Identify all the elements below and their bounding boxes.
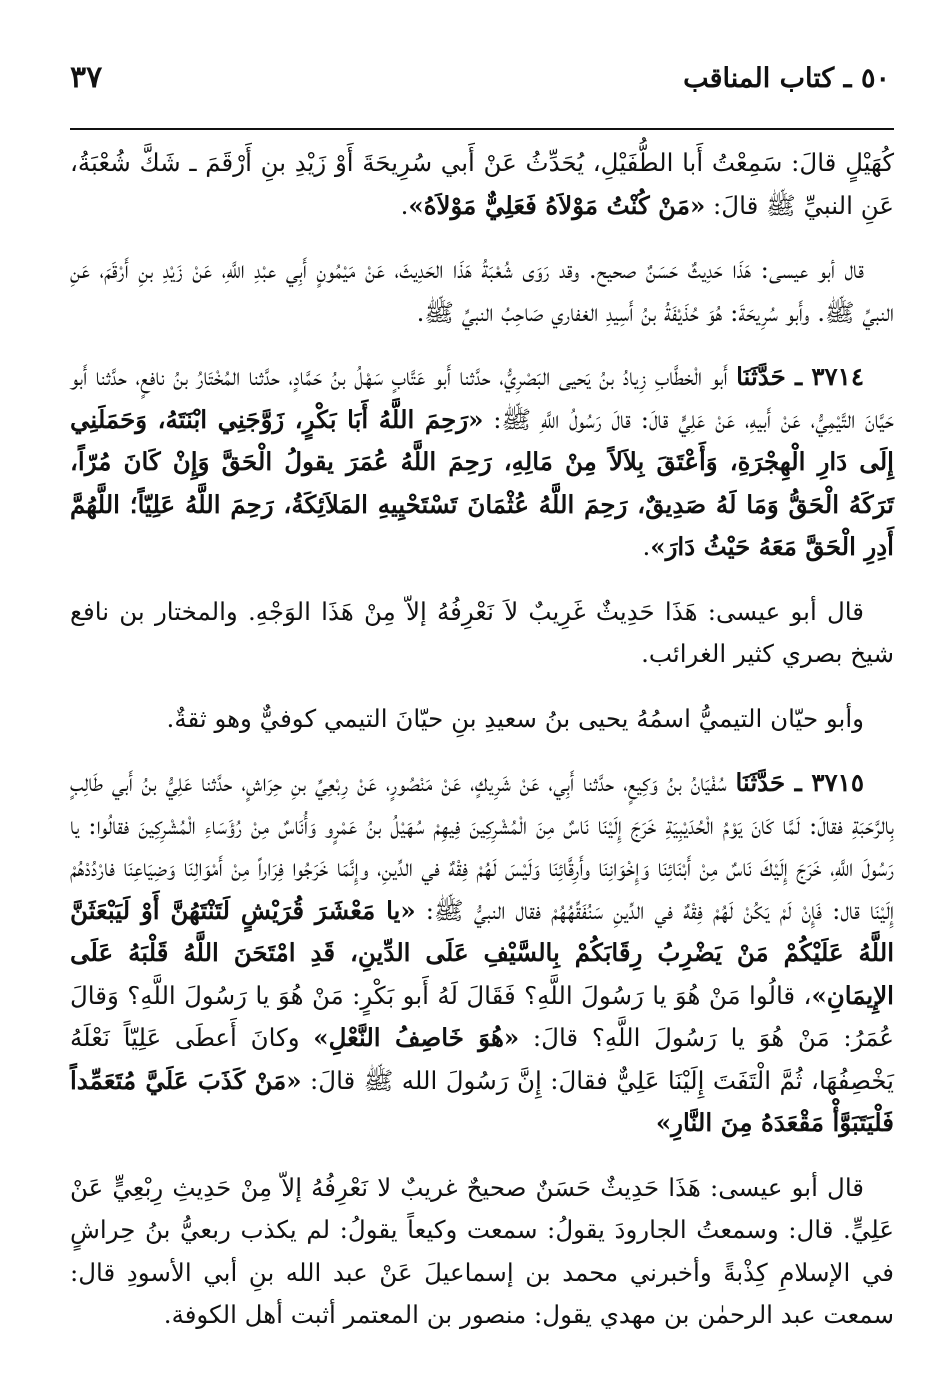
bold-run: «رَحِمَ اللَّهُ أَبَا بَكْرٍ، زَوَّجَنِي ابْنَتَهُ، وَحَمَلَنِي إِلَى دَارِ الْهِجْرَةِ، وَأَعْتَقَ بِلاَلاً مِنْ مَالِهِ، رَحِمَ اللَّهُ عُمَرَ يقولُ الْحَقَّ وَإِنْ كَانَ مُرّاً، تَرَكَهُ الْحَقُّ وَمَا لَهُ صَدِيقٌ، رَحِمَ اللَّهُ عُثْمَانَ تَسْتَحْيِيهِ المَلاَئِكَةُ، رَحِمَ اللَّهُ عَلِيّاً؛ اللَّهُمَّ أَدِرِ الْحَقَّ مَعَهُ حَيْثُ دَارَ» (70, 404, 894, 561)
text-run: ، قالُوا مَنْ هُوَ يا رَسُولَ اللَّهِ؟ فَقَالَ لَهُ أَبو بَكْرٍ: مَنْ هُوَ يا رَسُولَ اللَّهِ؟ وَقالَ عُمَرُ: مَنْ هُوَ يا رَسُولَ اللَّهِ؟ قالَ: (70, 980, 894, 1052)
text-paragraph (70, 698, 894, 741)
bold-run: ٣٧١٥ ـ حَدَّثَنَا (735, 768, 864, 797)
text-paragraph (70, 142, 894, 227)
bold-run: «مَنْ كَذَبَ عَلَيَّ مُتَعَمِّداً فَلْيَتَبَوَّأْ مَقْعَدَهُ مِنَ النَّارِ» (70, 1065, 894, 1137)
running-header-area (70, 60, 890, 118)
text-run: . (400, 190, 409, 220)
page-number: ٣٧ (70, 60, 103, 95)
text-paragraph (70, 249, 894, 334)
text-paragraph (70, 1167, 894, 1337)
text-run: أَبو الْخطَّابِ زِيادُ بنُ يَحيى البَصْرِيُّ، حدَّثنا أَبو عَتَّابٍ سَهْلُ بنُ حَمَّادٍ، حدَّثنا المُخْتَارُ بنُ نافعٍ، حدَّثنا أَبو حَيَّانَ التَّيْمِيُّ، عَنْ أَبيهِ، عَنْ عَلِيٍّ قالَ: قالَ رَسُولُ اللَّهِ ﷺ: (70, 362, 894, 434)
bold-run: «يا مَعْشَرَ قُرَيْشٍ لَتَنْتَهُنَّ أَوْ لَيَبْعَثَنَّ اللَّهُ عَلَيْكُمْ مَنْ يَضْرِبُ رِقَابَكُمْ بِالسَّيْفِ عَلَى الدِّينِ، قَدِ امْتَحَنَ اللَّهُ قَلْبَهُ عَلَى الإِيمَانِ» (70, 895, 894, 1010)
page-body (70, 142, 894, 1337)
running-header (70, 60, 890, 118)
text-run: سُفْيَانُ بنُ وَكِيعٍ، حدَّثنا أَبِي، عَنْ شَرِيكٍ، عَنْ مَنْصُورٍ، عَنْ رِبْعِيِّ بنِ حِرَاشٍ، حدَّثنا عَلِيُّ بنُ أَبي طَالِبٍ بِالرَّحَبَةِ فقالَ: لَمَّا كَانَ يَوْمُ الْحُدَيْبِيَةِ خَرَجَ إِلَيْنَا نَاسٌ مِنَ الْمُشْرِكِينَ فِيهِمْ سُهَيْلُ بنُ عَمْرٍو وَأُنَاسٌ مِنْ رُؤَسَاءِ الْمُشْرِكِينَ فقالُوا: يا رَسُولَ اللَّهِ، خَرَجَ إِلَيْكَ نَاسٌ مِنْ أَبْنَائِنَا وَإِخْوَانِنَا وأَرِقَّائِنَا وَلَيْسَ لَهُمْ فِقْهٌ في الدِّينِ، وإِنَّمَا خَرَجُوا فِرَاراً مِنْ أَمْوَالِنَا وَضِيَاعِنَا فارْدُدْهُمْ إِلَيْنَا قال: فَإِنْ لَمْ يَكُنْ لَهُمْ فِقْهٌ في الدِّينِ سَنُفَقِّهُهُمْ فقال النبيُّ ﷺ: (70, 768, 894, 925)
text-run: قال أبو عيسى: هَذَا حَدِيثٌ حَسَنٌ صحيحٌ غريبٌ لا نَعْرِفُهُ إلاّ مِنْ حَدِيثِ رِبْعِيٍّ عَنْ عَلِيٍّ. قال: وسمعتُ الجارودَ يقولُ: سمعت وكيعاً يقولُ: لم يكذب ربعيُّ بنُ حِراشٍ في الإسلامِ كِذْبةً وأخبرني محمد بن إسماعيلَ عَنْ عبد الله بنِ أبي الأسودِ قال: سمعت عبد الرحمٰن بن مهدي يقول: منصور بن المعتمر أثبت أهل الكوفة. (70, 1172, 894, 1329)
text-run: قال أبو عيسى: هَذَا حَدِيثٌ حَسَنٌ صحيح. وقد رَوَى شُعْبَةُ هَذَا الحَدِيثَ، عَنْ مَيْمُونٍ أَبِي عبْدِ اللَّهِ، عَنْ زَيْدِ بنِ أَرْقَمَ، عَنِ النبيِّ ﷺ. وأَبو سُرِيحَةَ: هُوَ حُذَيْفَةُ بنُ أَسِيدِ الغفاري صَاحِبُ النبيِّ ﷺ. (70, 255, 894, 327)
text-paragraph (70, 356, 894, 569)
chapter-title: ٥٠ ـ كتاب المناقب (683, 63, 890, 94)
text-run: . (642, 532, 651, 561)
bold-run: ٣٧١٤ ـ حَدَّثَنَا (736, 362, 864, 391)
header-rule (70, 128, 894, 130)
text-paragraph (70, 591, 894, 676)
text-run: وأبو حيّان التيميُّ اسمُهُ يحيى بنُ سعيدِ بنِ حيّانَ التيمي كوفيٌّ وهو ثقةٌ. (166, 703, 864, 733)
text-run: وكانَ أَعطَى عَلِيّاً نَعْلَهُ يَخْصِفُهَا، ثُمَّ الْتَفَتَ إِلَيْنَا عَلِيٌّ فقالَ: إِنَّ رَسُولَ الله ﷺ قالَ: (70, 1023, 894, 1095)
bold-run: «مَنْ كُنْتُ مَوْلاَهُ فَعَلِيٌّ مَوْلاَهُ» (408, 190, 706, 220)
text-paragraph (70, 762, 894, 1145)
text-run: قال أبو عيسى: هَذَا حَدِيثٌ غَرِيبٌ لاَ نَعْرِفُهُ إلاّ مِنْ هَذَا الوَجْهِ. والمختار بن نافع شيخ بصري كثير الغرائب. (70, 596, 894, 668)
bold-run: «هُوَ خَاصِفُ النَّعْلِ» (313, 1023, 520, 1052)
text-run: كُهَيْلٍ قالَ: سَمِعْتُ أَبا الطُّفَيْلِ، يُحَدِّثُ عَنْ أَبي سُرِيحَةَ أَوْ زَيْدِ بنِ أَرْقَمَ ـ شَكَّ شُعْبَةُ، عَنِ النبيِّ ﷺ قالَ: (70, 148, 894, 220)
